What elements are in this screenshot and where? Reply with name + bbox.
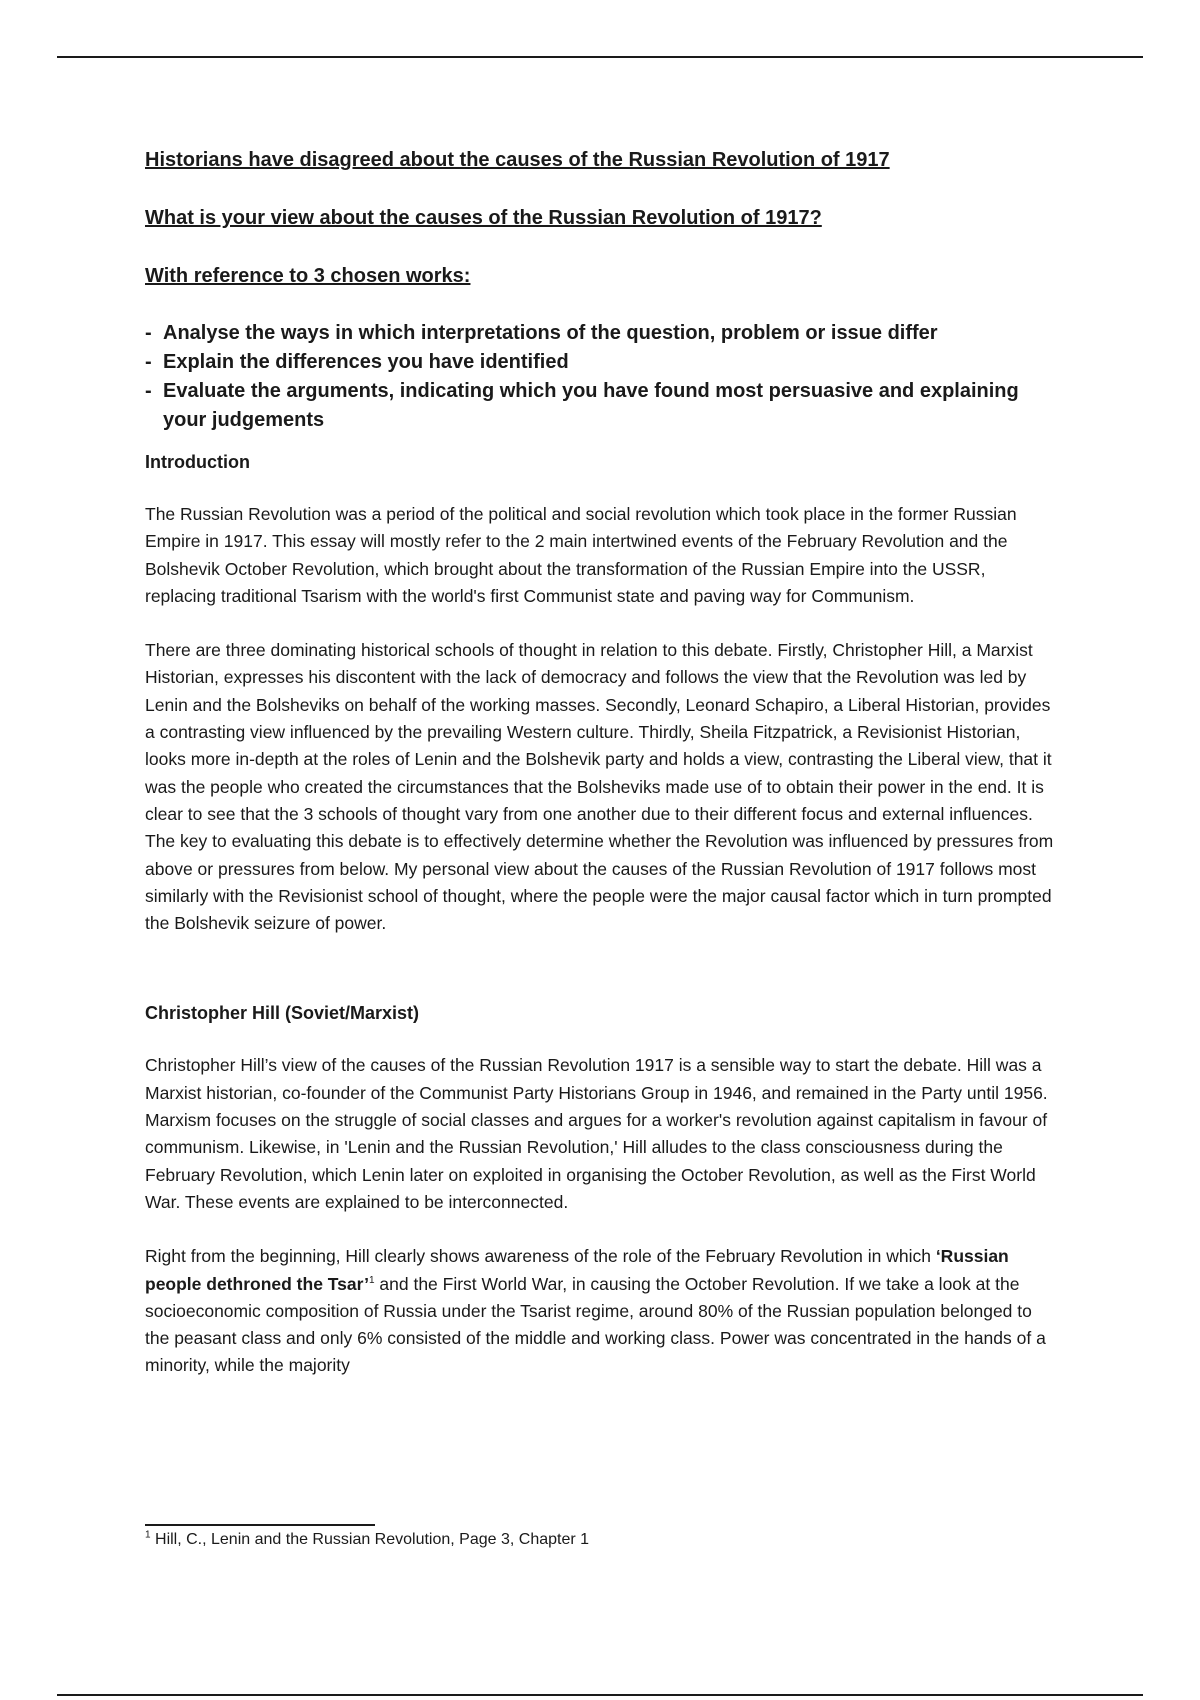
hill-section-heading: Christopher Hill (Soviet/Marxist) [145, 1003, 420, 1024]
footnote: $^1$ Hill, C., Lenin and the Russian Revolution, Page 3, Chapter 1 [145, 1529, 590, 1548]
top-rule [57, 56, 1143, 58]
task-list [145, 319, 1055, 435]
list-item: - Analyse the ways in which interpretations of the question, problem or issue differ [145, 322, 938, 344]
essay-question: What is your view about the causes of the Russian Revolution of 1917? [145, 207, 822, 229]
list-item: - Explain the differences you have identified [145, 351, 569, 373]
list-item: - Evaluate the arguments, indicating which you have found most persuasive and explaining your judgements [145, 380, 1019, 431]
reference-heading: With reference to 3 chosen works: [145, 265, 471, 287]
bottom-rule [57, 1694, 1143, 1696]
hill-quote: ‘Russian people dethroned the Tsar’ [145, 1246, 1009, 1294]
introduction-paragraph-1: The Russian Revolution was a period of the political and social revolution which took place in the former Russian Empire in 1917. This essay will mostly refer to the 2 main intertwined events of the February Revolution and the Bolshevik October Revolution, which brought about the transformation of the Russian Empire into the USSR, replacing traditional Tsarism with the world's first Communist state and paving way for Communism. [145, 504, 1017, 606]
hill-paragraph-2: Right from the beginning, Hill clearly shows awareness of the role of the February Revolution in which ‘Russian people dethroned the Tsar’$^1$ and the First World War, in causing the October Revolution. If we take a look at the socioeconomic composition of Russia under the Tsarist regime, around 80% of the Russian population belonged to the peasant class and only 6% consisted of the middle and working class. Power was concentrated in the hands of a minority, while the majority [145, 1246, 1046, 1376]
introduction-heading: Introduction [145, 452, 250, 472]
introduction-paragraph-2: There are three dominating historical schools of thought in relation to this debate. Firstly, Christopher Hill, a Marxist Historian, expresses his discontent with the lack of democracy and follows the view that the Revolution was led by Lenin and the Bolsheviks on behalf of the working masses. Secondly, Leonard Schapiro, a Liberal Historian, provides a contrasting view influenced by the prevailing Western culture. Thirdly, Sheila Fitzpatrick, a Revisionist Historian, looks more in-depth at the roles of Lenin and the Bolshevik party and holds a view, contrasting the Liberal view, that it was the people who created the circumstances that the Bolsheviks made use of to obtain their power in the end. It is clear to see that the 3 schools of thought vary from one another due to their different focus and external influences. The key to evaluating this debate is to effectively determine whether the Revolution was influenced by pressures from above or pressures from below. My personal view about the causes of the Russian Revolution of 1917 follows most similarly with the Revisionist school of thought, where the people were the major causal factor which in turn prompted the Bolshevik seizure of power. [145, 640, 1054, 934]
hill-paragraph-1: Christopher Hill’s view of the causes of the Russian Revolution 1917 is a sensible way to start the debate. Hill was a Marxist historian, co-founder of the Communist Party Historians Group in 1946, and remained in the Party until 1956. Marxism focuses on the struggle of social classes and argues for a worker's revolution against capitalism in favour of communism. Likewise, in 'Lenin and the Russian Revolution,' Hill alludes to the class consciousness during the February Revolution, which Lenin later on exploited in organising the October Revolution, as well as the First World War. These events are explained to be interconnected. [145, 1055, 1048, 1212]
document-page [145, 145, 1055, 1407]
essay-title: Historians have disagreed about the causes of the Russian Revolution of 1917 [145, 149, 890, 171]
footnote-separator [145, 1524, 375, 1526]
footnote-marker: 1 [368, 1274, 375, 1286]
